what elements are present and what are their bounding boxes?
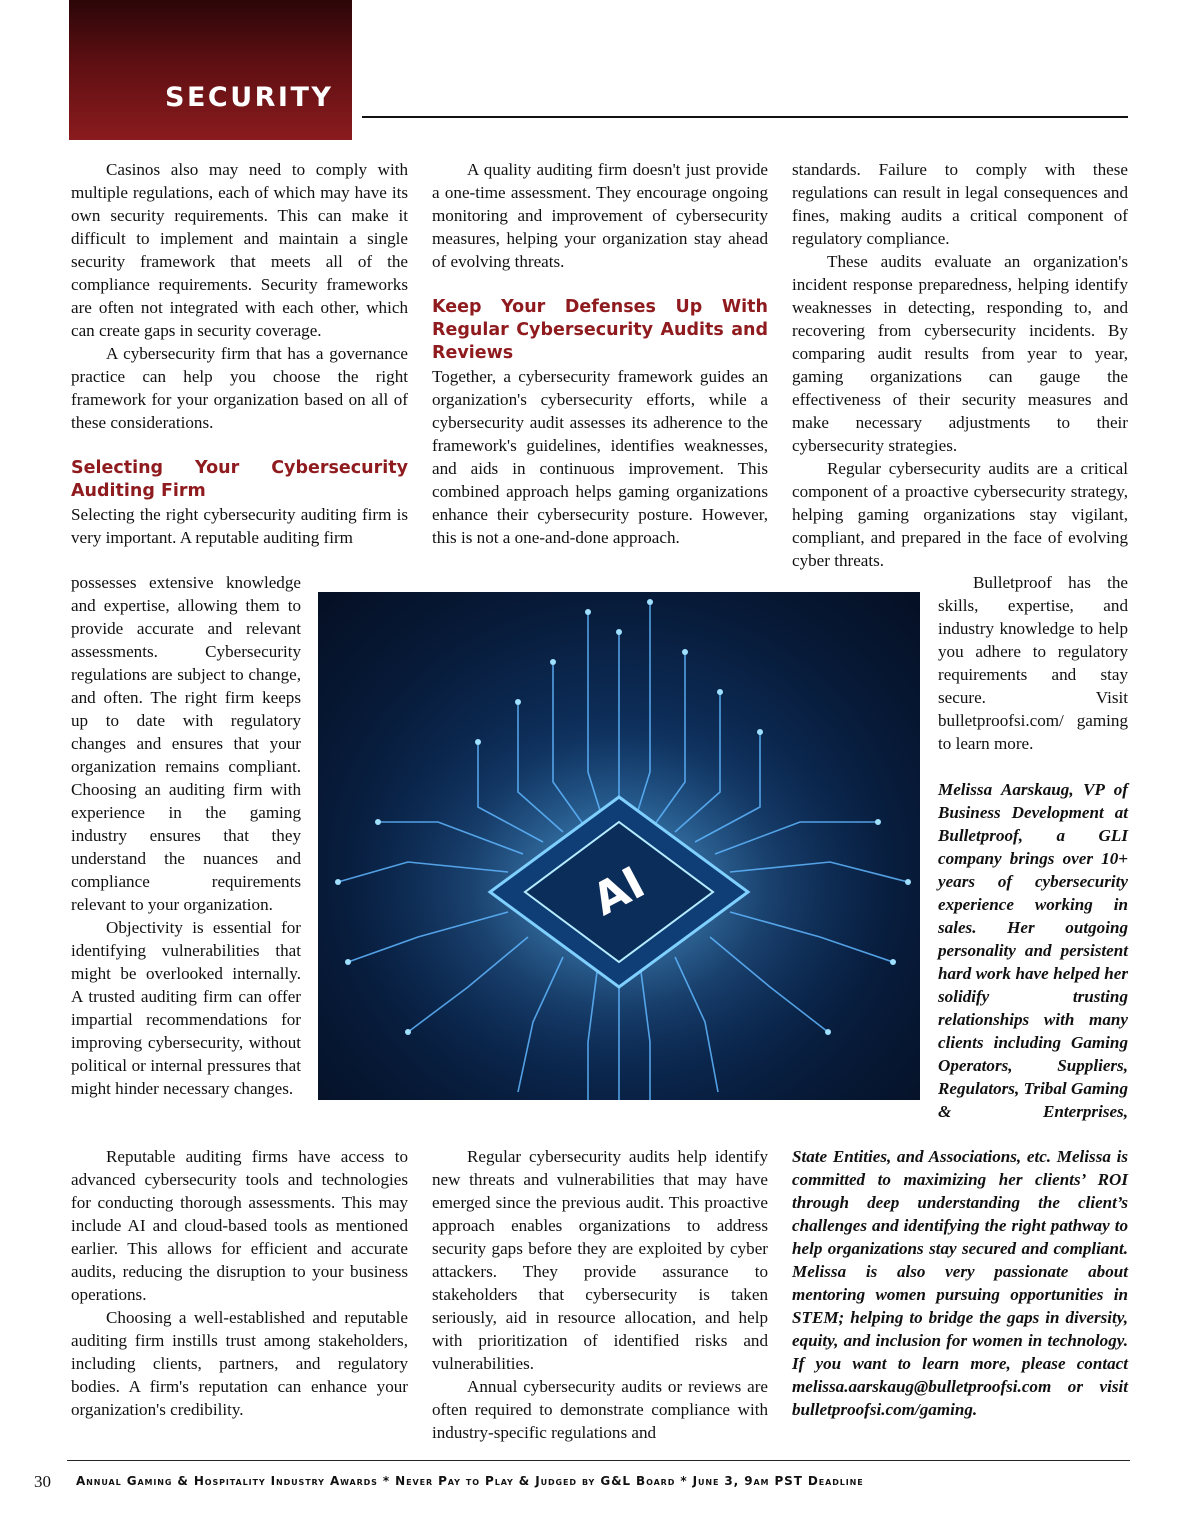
subheading: Selecting Your Cybersecurity Auditing Firm (71, 458, 408, 501)
article-column-1 (71, 158, 408, 549)
paragraph: Annual cybersecurity audits or reviews are often required to demonstrate compliance with industry-specific regulations and (432, 1377, 768, 1442)
article-column-2-bottom (432, 1145, 768, 1444)
paragraph: standards. Failure to comply with these regulations can result in legal consequences and fines, making audits a critical component of regulatory compliance. (792, 160, 1128, 248)
chip-label: AI (584, 857, 654, 926)
paragraph: Choosing a well-established and reputable auditing firm instills trust among stakeholders, including clients, partners, and regulatory bodies. A firm's reputation can enhance your organization's credibility. (71, 1308, 408, 1419)
header-rule (362, 116, 1128, 118)
paragraph: Reputable auditing firms have access to advanced cybersecurity tools and technologies for conducting thorough assessments. This may include AI and cloud-based tools as mentioned earlier. This allows for efficient and accurate audits, reducing the disruption to your business operations. (71, 1147, 408, 1304)
paragraph: possesses extensive knowledge and expertise, allowing them to provide accurate and relevant assessments. Cybersecurity regulations are subject to change, and often. The right firm keeps up to date with regulatory changes and ensures that your organization remains compliant. Choosing an auditing firm with experience in the gaming industry ensures that they understand the nuances and compliance requirements relevant to your organization. (71, 573, 301, 914)
paragraph: A cybersecurity firm that has a governance practice can help you choose the right framework for your organization based on all of these considerations. (71, 344, 408, 432)
author-bio-continued: State Entities, and Associations, etc. Melissa is committed to maximizing her clients’ ROI through deep understanding the client’s challenges and identifying the right pathway to help organizations stay secured and compliant. Melissa is also very passionate about mentoring women pursuing opportunities in STEM; helping to bridge the gaps in diversity, equity, and inclusion for women in technology. If you want to learn more, please contact melissa.aarskaug@bulletproofsi.com or visit bulletproofsi.com/gaming. (792, 1147, 1128, 1419)
article-column-3-wrap (938, 571, 1128, 1123)
author-bio: Melissa Aarskaug, VP of Business Development at Bulletproof, a GLI company brings over 10+ years of cybersecurity experience working in sales. Her outgoing personality and persistent hard work have helped her solidify trusting relationships with many clients including Gaming Operators, Suppliers, Regulators, Tribal Gaming & Enterprises, (938, 780, 1128, 1121)
circuit-board-graphic (318, 592, 920, 1100)
footer-rule (67, 1460, 1130, 1461)
paragraph: Casinos also may need to comply with multiple regulations, each of which may have its own security requirements. This can make it difficult to implement and maintain a single security framework that meets all of the compliance requirements. Security frameworks are often not integrated with each other, which can create gaps in security coverage. (71, 160, 408, 340)
paragraph: These audits evaluate an organization's incident response preparedness, helping identify weaknesses in detecting, responding to, and recovering from cybersecurity incidents. By comparing audit results from year to year, gaming organizations can gauge the effectiveness of their security measures and make necessary adjustments to their cybersecurity strategies. (792, 252, 1128, 455)
paragraph: Objectivity is essential for identifying vulnerabilities that might be overlooked internally. A trusted auditing firm can offer impartial recommendations for improving cybersecurity, without political or internal pressures that might hinder necessary changes. (71, 918, 301, 1098)
paragraph: A quality auditing firm doesn't just provide a one-time assessment. They encourage ongoing monitoring and improvement of cybersecurity measures, helping your organization stay ahead of evolving threats. (432, 160, 768, 271)
footer-banner-text: Annual Gaming & Hospitality Industry Awards * Never Pay to Play & Judged by G&L Board * June 3, 9am PST Deadline (76, 1474, 864, 1488)
article-column-1-bottom (71, 1145, 408, 1421)
article-column-1-wrap (71, 571, 301, 1100)
paragraph: Selecting the right cybersecurity auditing firm is very important. A reputable auditing firm (71, 505, 408, 547)
article-column-3-bottom (792, 1145, 1128, 1421)
paragraph: Regular cybersecurity audits help identify new threats and vulnerabilities that may have emerged since the previous audit. This proactive approach enables organizations to address security gaps before they are exploited by cyber attackers. They provide assurance to stakeholders that cybersecurity is taken seriously, aid in resource allocation, and help with prioritization of identified risks and vulnerabilities. (432, 1147, 768, 1373)
paragraph: Bulletproof has the skills, expertise, and industry knowledge to help you adhere to regulatory requirements and stay secure. Visit bulletproofsi.com/ gaming to learn more. (938, 573, 1128, 753)
article-column-3 (792, 158, 1128, 572)
article-column-2 (432, 158, 768, 549)
section-title: SECURITY (165, 82, 334, 113)
subheading: Keep Your Defenses Up With Regular Cybersecurity Audits and Reviews (432, 297, 768, 363)
section-banner (69, 0, 352, 140)
ai-chip-illustration (318, 592, 920, 1100)
paragraph: Regular cybersecurity audits are a critical component of a proactive cybersecurity strategy, helping gaming organizations stay vigilant, compliant, and prepared in the face of evolving cyber threats. (792, 459, 1128, 570)
page-number: 30 (34, 1472, 51, 1491)
paragraph: Together, a cybersecurity framework guides an organization's cybersecurity efforts, while a cybersecurity audit assesses its adherence to the framework's guidelines, identifies weaknesses, and aids in continuous improvement. This combined approach helps gaming organizations enhance their cybersecurity posture. However, this is not a one-and-done approach. (432, 367, 768, 547)
